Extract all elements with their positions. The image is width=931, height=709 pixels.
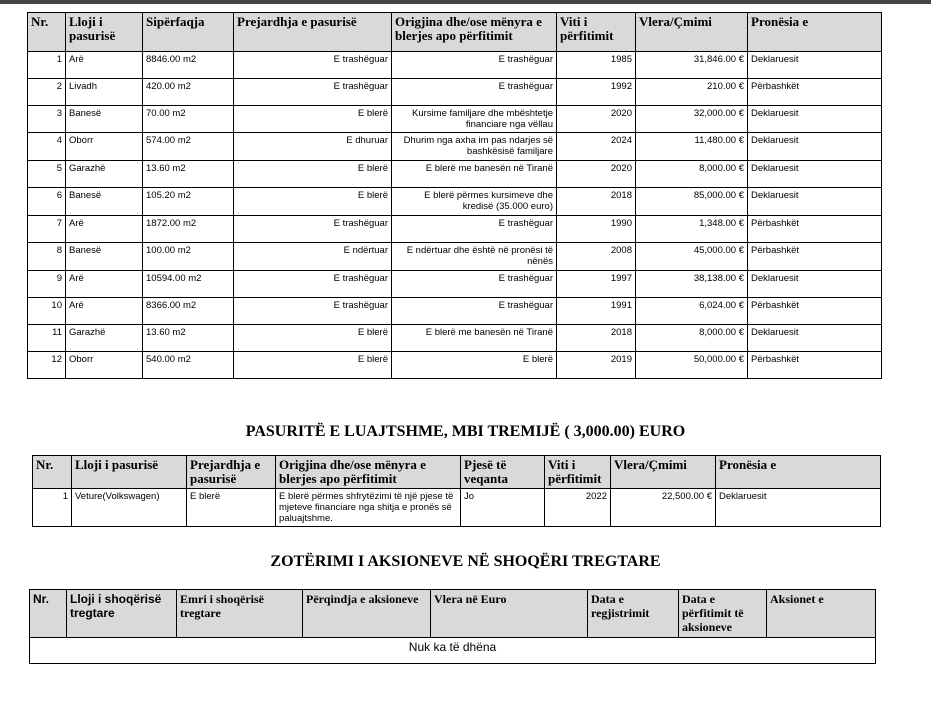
shares-section-title: ZOTËRIMI I AKSIONEVE NË SHOQËRI TREGTARE (270, 553, 661, 570)
table-cell: 1 (33, 489, 72, 527)
col-header: Data e regjistrimit (588, 590, 679, 638)
table-cell: Garazhë (66, 161, 143, 188)
table-cell: E trashëguar (392, 298, 557, 325)
table-cell: 420.00 m2 (143, 79, 234, 106)
table-cell: 1985 (557, 52, 636, 79)
table-cell: E trashëguar (234, 52, 392, 79)
header-row (30, 590, 876, 638)
table-cell: 100.00 m2 (143, 243, 234, 271)
table-cell: E blerë (234, 106, 392, 133)
table-cell: 1,348.00 € (636, 216, 748, 243)
table-cell: 6,024.00 € (636, 298, 748, 325)
table-cell: 10 (28, 298, 66, 325)
col-header: Viti i përfitimit (557, 13, 636, 52)
table-cell: E blerë me banesën në Tiranë (392, 325, 557, 352)
table-cell: 2020 (557, 106, 636, 133)
table-cell: Oborr (66, 133, 143, 161)
col-header: Vlera/Çmimi (611, 456, 716, 489)
col-header: Aksionet e (767, 590, 876, 638)
table-cell: 5 (28, 161, 66, 188)
table-cell: Përbashkët (748, 298, 882, 325)
table-cell: 1992 (557, 79, 636, 106)
table-cell: Livadh (66, 79, 143, 106)
table-cell: 70.00 m2 (143, 106, 234, 133)
table-cell: Deklaruesit (748, 52, 882, 79)
table-cell: Përbashkët (748, 352, 882, 379)
table-cell: 540.00 m2 (143, 352, 234, 379)
table-cell: 2020 (557, 161, 636, 188)
table-cell: 1 (28, 52, 66, 79)
col-header: Nr. (28, 13, 66, 52)
table-cell: 1997 (557, 271, 636, 298)
col-header: Vlera në Euro (431, 590, 588, 638)
table-cell: 1991 (557, 298, 636, 325)
table-row (28, 188, 882, 216)
table-cell: 8,000.00 € (636, 161, 748, 188)
table-cell: Deklaruesit (748, 188, 882, 216)
table-cell: Deklaruesit (748, 271, 882, 298)
table-cell: 210.00 € (636, 79, 748, 106)
table-cell: 7 (28, 216, 66, 243)
table-cell: E blerë me banesën në Tiranë (392, 161, 557, 188)
immovable-property-table (27, 12, 882, 379)
table-cell: 22,500.00 € (611, 489, 716, 527)
table-cell: E blerë (392, 352, 557, 379)
table-cell: Deklaruesit (716, 489, 881, 527)
col-header: Pronësia e (748, 13, 882, 52)
table-cell: E ndërtuar (234, 243, 392, 271)
col-header: Prejardhja e pasurisë (234, 13, 392, 52)
table-cell: 574.00 m2 (143, 133, 234, 161)
table-cell: 1872.00 m2 (143, 216, 234, 243)
table-cell: E blerë (234, 161, 392, 188)
table-cell: Banesë (66, 188, 143, 216)
table-row (28, 298, 882, 325)
header-row (33, 456, 881, 489)
table-cell: Arë (66, 298, 143, 325)
table-cell: E trashëguar (234, 271, 392, 298)
table-cell: 8846.00 m2 (143, 52, 234, 79)
table-cell: 2024 (557, 133, 636, 161)
table-cell: 9 (28, 271, 66, 298)
col-header: Pronësia e (716, 456, 881, 489)
table-cell: Deklaruesit (748, 106, 882, 133)
table-cell: E trashëguar (234, 79, 392, 106)
table-cell: 105.20 m2 (143, 188, 234, 216)
col-header: Sipërfaqja (143, 13, 234, 52)
table-cell: 2018 (557, 325, 636, 352)
table-cell: 8 (28, 243, 66, 271)
table-cell: 2019 (557, 352, 636, 379)
table-row (28, 325, 882, 352)
table-cell: 45,000.00 € (636, 243, 748, 271)
table-cell: 6 (28, 188, 66, 216)
table-cell: 31,846.00 € (636, 52, 748, 79)
table-cell: E trashëguar (392, 271, 557, 298)
table-cell: 2 (28, 79, 66, 106)
table-cell: 3 (28, 106, 66, 133)
table-cell: 11 (28, 325, 66, 352)
table-cell: 2018 (557, 188, 636, 216)
col-header: Prejardhja e pasurisë (187, 456, 276, 489)
table-cell: E trashëguar (392, 52, 557, 79)
col-header: Nr. (30, 590, 67, 638)
top-border (0, 0, 931, 4)
table-cell: Arë (66, 271, 143, 298)
table-cell: 50,000.00 € (636, 352, 748, 379)
col-header: Origjina dhe/ose mënyra e blerjes apo përfitimit (276, 456, 461, 489)
col-header: Pjesë të veqanta (461, 456, 545, 489)
table-cell: Kursime familjare dhe mbështetje financiare nga vëllau (392, 106, 557, 133)
table-cell: 32,000.00 € (636, 106, 748, 133)
table-row (28, 133, 882, 161)
table-cell: E blerë përmes shfrytëzimi të një pjese të mjeteve financiare nga shitja e pronës së paluajtshme. (276, 489, 461, 527)
col-header: Viti i përfitimit (545, 456, 611, 489)
table-cell: 11,480.00 € (636, 133, 748, 161)
col-header: Vlera/Çmimi (636, 13, 748, 52)
table-row (33, 489, 881, 527)
table-cell: 2022 (545, 489, 611, 527)
table-row (28, 161, 882, 188)
header-row (28, 13, 882, 52)
table-row (28, 79, 882, 106)
col-header: Përqindja e aksioneve (303, 590, 431, 638)
table-cell: E dhuruar (234, 133, 392, 161)
col-header: Origjina dhe/ose mënyra e blerjes apo përfitimit (392, 13, 557, 52)
table-cell: E blerë (234, 352, 392, 379)
table-cell: E blerë (234, 188, 392, 216)
table-cell: Arë (66, 52, 143, 79)
table-cell: Deklaruesit (748, 133, 882, 161)
shares-table (29, 589, 876, 664)
table-cell: 13.60 m2 (143, 325, 234, 352)
table-cell: 13.60 m2 (143, 161, 234, 188)
table-cell: 12 (28, 352, 66, 379)
table-cell: Deklaruesit (748, 325, 882, 352)
table-cell: E blerë (187, 489, 276, 527)
col-header: Emri i shoqërisë tregtare (177, 590, 303, 638)
table-cell: Përbashkët (748, 79, 882, 106)
table-cell: E trashëguar (392, 79, 557, 106)
table-row (28, 106, 882, 133)
table-row (28, 271, 882, 298)
col-header: Lloji i shoqërisë tregtare (67, 590, 177, 638)
table-cell: 38,138.00 € (636, 271, 748, 298)
table-cell: 8,000.00 € (636, 325, 748, 352)
table-cell: Përbashkët (748, 243, 882, 271)
table-cell: 4 (28, 133, 66, 161)
table-row (28, 243, 882, 271)
table-cell: Garazhë (66, 325, 143, 352)
col-header: Nr. (33, 456, 72, 489)
movable-property-table (32, 455, 881, 527)
table-cell: Banesë (66, 106, 143, 133)
table-cell: E trashëguar (392, 216, 557, 243)
movable-section-title: PASURITË E LUAJTSHME, MBI TREMIJË ( 3,000.00) EURO (245, 423, 686, 440)
col-header: Lloji i pasurisë (72, 456, 187, 489)
col-header: Data e përfitimit të aksioneve (679, 590, 767, 638)
table-cell: E trashëguar (234, 298, 392, 325)
table-row (28, 352, 882, 379)
table-cell: E blerë përmes kursimeve dhe kredisë (35.000 euro) (392, 188, 557, 216)
table-row (28, 52, 882, 79)
table-cell: Jo (461, 489, 545, 527)
table-cell: Oborr (66, 352, 143, 379)
table-cell: 1990 (557, 216, 636, 243)
table-cell: E ndërtuar dhe është në pronësi të nënës (392, 243, 557, 271)
table-cell: Veture(Volkswagen) (72, 489, 187, 527)
empty-message: Nuk ka të dhëna (30, 638, 876, 664)
table-cell: 2008 (557, 243, 636, 271)
table-cell: Arë (66, 216, 143, 243)
table-row (28, 216, 882, 243)
table-cell: E blerë (234, 325, 392, 352)
table-cell: Banesë (66, 243, 143, 271)
table-cell: Përbashkët (748, 216, 882, 243)
table-cell: 10594.00 m2 (143, 271, 234, 298)
table-cell: 85,000.00 € (636, 188, 748, 216)
table-cell: Dhurim nga axha im pas ndarjes së bashkësisë familjare (392, 133, 557, 161)
table-cell: E trashëguar (234, 216, 392, 243)
table-cell: 8366.00 m2 (143, 298, 234, 325)
col-header: Lloji i pasurisë (66, 13, 143, 52)
table-cell: Deklaruesit (748, 161, 882, 188)
empty-row (30, 638, 876, 664)
